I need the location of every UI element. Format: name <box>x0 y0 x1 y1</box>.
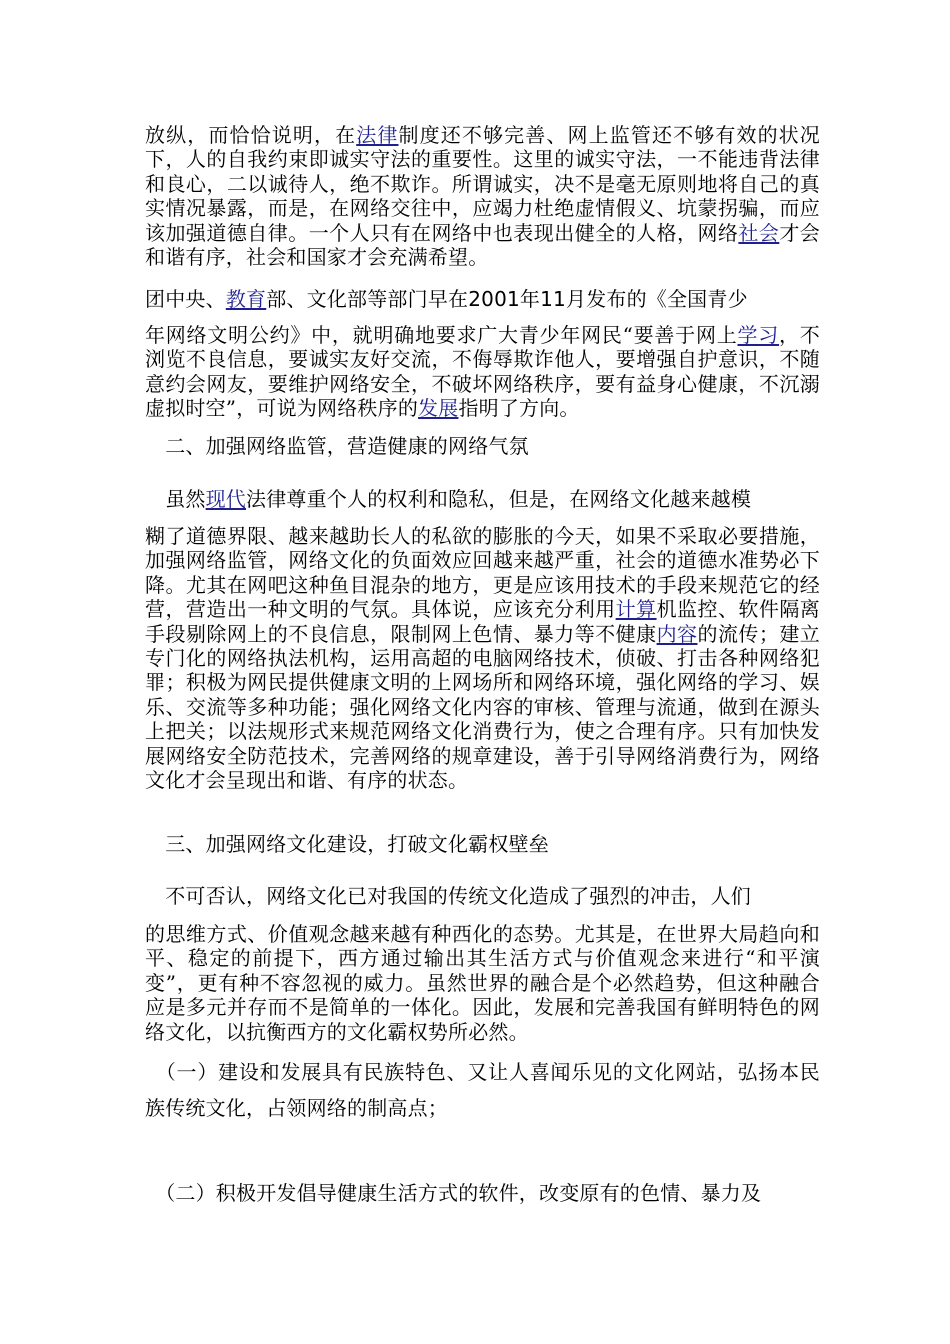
text-run: 年 <box>519 287 541 311</box>
text-run: 不可否认，网络文化已对我国的传统文化造成了强烈的冲击，人们 <box>145 884 751 908</box>
text-run: 的流传；建立专门化的网络执法机构，运用高超的电脑网络技术，侦破、打击各种网络犯罪；积极为网民提供健康文明的上网场所和网络环境，强化网络的学习、娱乐、交流等多种功能；强化网络文化内容的审核、管理与流通，做到在源头上把关；以法规形式来规范网络文化消费行为，使之合理有序。只有加快发展网络安全防范技术，完善网络的规章建设，善于引导网络消费行为，网络文化才会呈现出和谐、有序的状态。 <box>145 621 821 793</box>
list-item-2 <box>145 1181 820 1205</box>
text-run: 的思维方式、价值观念越来越有种西化的态势。尤其是，在世界大局趋向和平、稳定的前提下，西方通过输出其生活方式与价值观念来进行“和平演变”，更有种不容忽视的威力。虽然世界的融合是个必然趋势，但这种融合应是多元并存而不是简单的一体化。因此，发展和完善我国有鲜明特色的网络文化，以抗衡西方的文化霸权势所必然。 <box>145 922 820 1044</box>
text-run: ，不浏览不良信息，要诚实友好交流，不侮辱欺诈他人，要增强自护意识，不随意约会网友，要维护网络安全，不破坏网络秩序，要有益身心健康，不沉溺虚拟时空”，可说为网络秩序的 <box>145 323 820 421</box>
text-run: （一）建设和发展具有民族特色、又让人喜闻乐见的文化网站，弘扬本民族传统文化，占领网络的制高点； <box>145 1060 820 1120</box>
inline-link[interactable]: 社会 <box>738 220 780 245</box>
text-run: 三、加强网络文化建设，打破文化霸权壁垒 <box>145 832 549 856</box>
paragraph-culture <box>145 922 820 1044</box>
text-run: 团中央、 <box>145 287 226 311</box>
paragraph-honesty <box>145 123 820 269</box>
text-run: 二、加强网络监管，营造健康的网络气氛 <box>145 434 529 458</box>
text-run: 放纵，而恰恰说明，在 <box>145 123 357 147</box>
inline-link[interactable]: 发展 <box>418 396 459 421</box>
text-run: 糊了道德界限、越来越助长人的私欲的膨胀的今天，如果不采取必要措施，加强网络监管，网络文化的负面效应回越来越严重，社会的道德水准势必下降。尤其在网吧这种鱼目混杂的地方，更是应该用技术的手段来规范它的经营，营造出一种文明的气氛。具体说，应该充分利用 <box>145 524 820 622</box>
text-run: 虽然 <box>145 487 206 511</box>
inline-link[interactable]: 计算 <box>615 597 657 622</box>
text-run: 11 <box>540 287 566 311</box>
text-run: 部、文化部等部门早在 <box>266 287 469 311</box>
text-run: 机监控、软件隔离手段剔除网上的不良信息，限制网上色情、暴力等不健康 <box>145 597 820 646</box>
text-run: 指明了方向。 <box>458 396 580 421</box>
section-heading-2 <box>145 434 820 458</box>
text-run: （二）积极开发倡导健康生活方式的软件，改变原有的色情、暴力及 <box>145 1181 762 1205</box>
text-run: 才会和谐有序，社会和国家才会充满希望。 <box>145 220 820 270</box>
inline-link[interactable]: 教育 <box>225 287 267 311</box>
list-item-1 <box>145 1054 820 1126</box>
inline-link[interactable]: 法律 <box>356 123 399 147</box>
paragraph-convention <box>145 323 820 421</box>
paragraph-supervision <box>145 524 820 792</box>
text-run: 月发布的《全国青少 <box>565 287 748 311</box>
inline-link[interactable]: 学习 <box>737 323 780 347</box>
text-run: 2001 <box>468 287 520 311</box>
paragraph-culture-intro <box>145 884 820 908</box>
text-run: 制度还不够完善、网上监管还不够有效的状况下，人的自我约束即诚实守法的重要性。这里的诚实守法，一不能违背法律和良心，二以诚待人，绝不欺诈。所谓诚实，决不是毫无原则地将自己的真实情况暴露，而是，在网络交往中，应竭力杜绝虚情假义、坑蒙拐骗，而应该加强道德自律。一个人只有在网络中也表现出健全的人格，网络 <box>145 123 821 245</box>
inline-link[interactable]: 现代 <box>205 487 247 511</box>
text-run: 法律尊重个人的权利和隐私，但是，在网络文化越来越模 <box>246 487 752 511</box>
inline-link[interactable]: 内容 <box>656 621 698 646</box>
paragraph-convention-intro <box>145 287 820 311</box>
section-heading-3 <box>145 832 820 856</box>
paragraph-supervision-intro <box>145 487 820 511</box>
text-run: 年网络文明公约》中，就明确地要求广大青少年网民“要善于网上 <box>145 323 738 347</box>
